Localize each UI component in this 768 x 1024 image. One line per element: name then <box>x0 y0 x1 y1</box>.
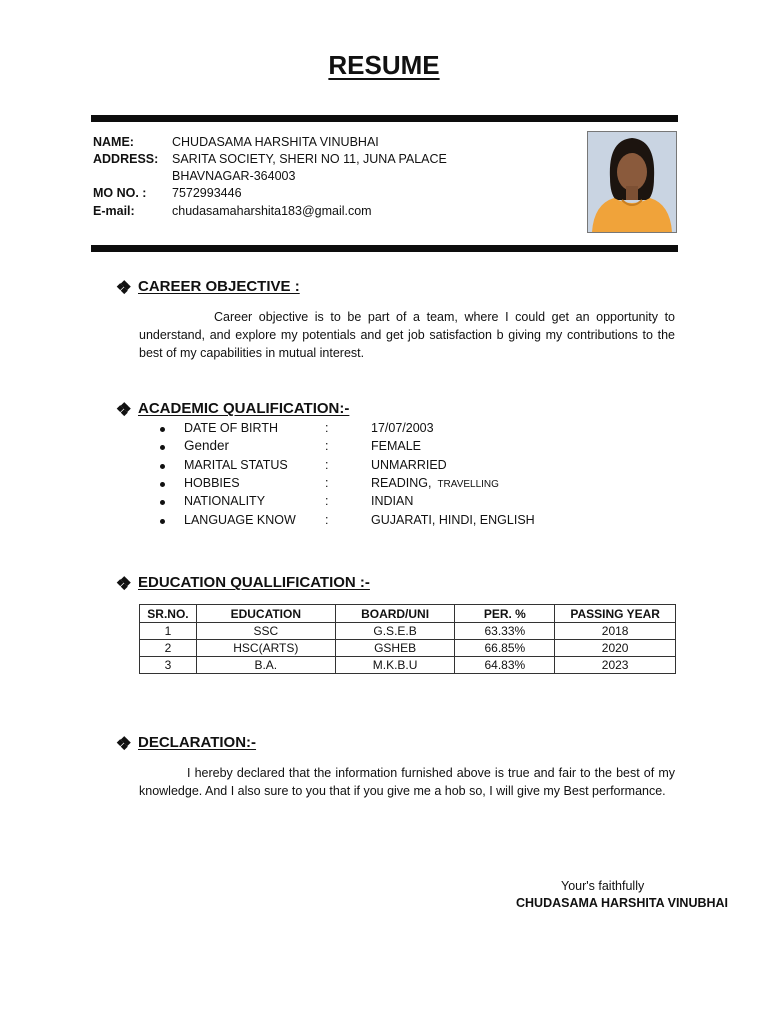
list-item <box>160 494 680 512</box>
item-value: 17/07/2003 <box>371 421 434 435</box>
education-title: EDUCATION QUALLIFICATION :- <box>138 574 370 591</box>
column-header: SR.NO. <box>140 605 197 623</box>
item-colon: : <box>325 494 329 508</box>
table-cell: G.S.E.B <box>335 623 455 640</box>
item-colon: : <box>325 458 329 472</box>
list-item <box>160 476 680 494</box>
career-objective-heading <box>118 278 300 295</box>
table-cell: 64.83% <box>455 657 555 674</box>
bullet-dot-icon <box>160 500 165 505</box>
table-row <box>140 657 676 674</box>
email-value[interactable]: chudasamaharshita183@gmail.com <box>172 204 372 218</box>
career-objective-text: Career objective is to be part of a team, where I could get an opportunity to understand, and explore my potentials and get job satisfaction b giving my contributions to the best of my capabilities in mutual interest. <box>139 310 675 360</box>
table-cell: SSC <box>196 623 335 640</box>
item-label: MARITAL STATUS <box>184 458 288 472</box>
page-title: RESUME <box>328 50 440 80</box>
item-label: Gender <box>184 438 230 453</box>
item-colon: : <box>325 513 329 527</box>
table-cell: 2020 <box>555 640 676 657</box>
signature-name: CHUDASAMA HARSHITA VINUBHAI <box>516 896 729 910</box>
table-cell: GSHEB <box>335 640 455 657</box>
list-item <box>160 421 680 439</box>
item-label: HOBBIES <box>184 476 240 490</box>
declaration-heading <box>118 734 256 751</box>
table-cell: M.K.B.U <box>335 657 455 674</box>
career-objective-title: CAREER OBJECTIVE : <box>138 278 300 295</box>
address-line2: BHAVNAGAR-364003 <box>172 169 296 183</box>
table-cell: HSC(ARTS) <box>196 640 335 657</box>
address-line1: SARITA SOCIETY, SHERI NO 11, JUNA PALACE <box>172 152 447 166</box>
diamond-bullet-icon <box>118 281 130 293</box>
table-cell: 2018 <box>555 623 676 640</box>
item-value: FEMALE <box>371 439 422 453</box>
item-value: UNMARRIED <box>371 458 447 472</box>
column-header: PER. % <box>455 605 555 623</box>
item-value: READING, TRAVELLING <box>371 476 499 490</box>
item-colon: : <box>325 476 329 490</box>
table-cell: B.A. <box>196 657 335 674</box>
table-cell: 66.85% <box>455 640 555 657</box>
table-header-row <box>140 605 676 623</box>
name-value: CHUDASAMA HARSHITA VINUBHAI <box>172 135 379 149</box>
table-cell: 2 <box>140 640 197 657</box>
declaration-title: DECLARATION:- <box>138 734 257 751</box>
diamond-bullet-icon <box>118 403 130 415</box>
profile-photo <box>587 131 677 233</box>
email-label: E-mail: <box>93 204 135 218</box>
column-header: BOARD/UNI <box>335 605 455 623</box>
closing-text: Your's faithfully <box>561 879 645 893</box>
bottom-divider <box>91 245 678 252</box>
diamond-bullet-icon <box>118 577 130 589</box>
item-colon: : <box>325 439 329 453</box>
item-value: GUJARATI, HINDI, ENGLISH <box>371 513 535 527</box>
mobile-label: MO NO. : <box>93 186 147 200</box>
column-header: EDUCATION <box>196 605 335 623</box>
list-item <box>160 513 680 531</box>
item-label: DATE OF BIRTH <box>184 421 278 435</box>
top-divider <box>91 115 678 122</box>
address-label: ADDRESS: <box>93 152 159 166</box>
name-label: NAME: <box>93 135 134 149</box>
academic-heading <box>118 400 349 417</box>
item-label: NATIONALITY <box>184 494 266 508</box>
table-row <box>140 640 676 657</box>
mobile-value: 7572993446 <box>172 186 242 200</box>
bullet-dot-icon <box>160 464 165 469</box>
item-value-extra: TRAVELLING <box>437 479 499 490</box>
education-heading <box>118 574 370 591</box>
column-header: PASSING YEAR <box>555 605 676 623</box>
table-row <box>140 623 676 640</box>
table-cell: 1 <box>140 623 197 640</box>
diamond-bullet-icon <box>118 737 130 749</box>
education-table <box>139 604 676 674</box>
academic-title: ACADEMIC QUALIFICATION:- <box>138 400 350 417</box>
portrait-image <box>588 132 676 232</box>
bullet-dot-icon <box>160 427 165 432</box>
item-label: LANGUAGE KNOW <box>184 513 296 527</box>
item-value: INDIAN <box>371 494 414 508</box>
declaration-text: I hereby declared that the information furnished above is true and fair to the best of my knowledge. And I also sure to you that if you give me a hob so, I will give my Best performance. <box>139 766 675 798</box>
list-item <box>160 458 680 476</box>
item-colon: : <box>325 421 329 435</box>
table-cell: 2023 <box>555 657 676 674</box>
bullet-dot-icon <box>160 445 165 450</box>
table-cell: 3 <box>140 657 197 674</box>
table-cell: 63.33% <box>455 623 555 640</box>
bullet-dot-icon <box>160 519 165 524</box>
bullet-dot-icon <box>160 482 165 487</box>
list-item <box>160 439 680 457</box>
